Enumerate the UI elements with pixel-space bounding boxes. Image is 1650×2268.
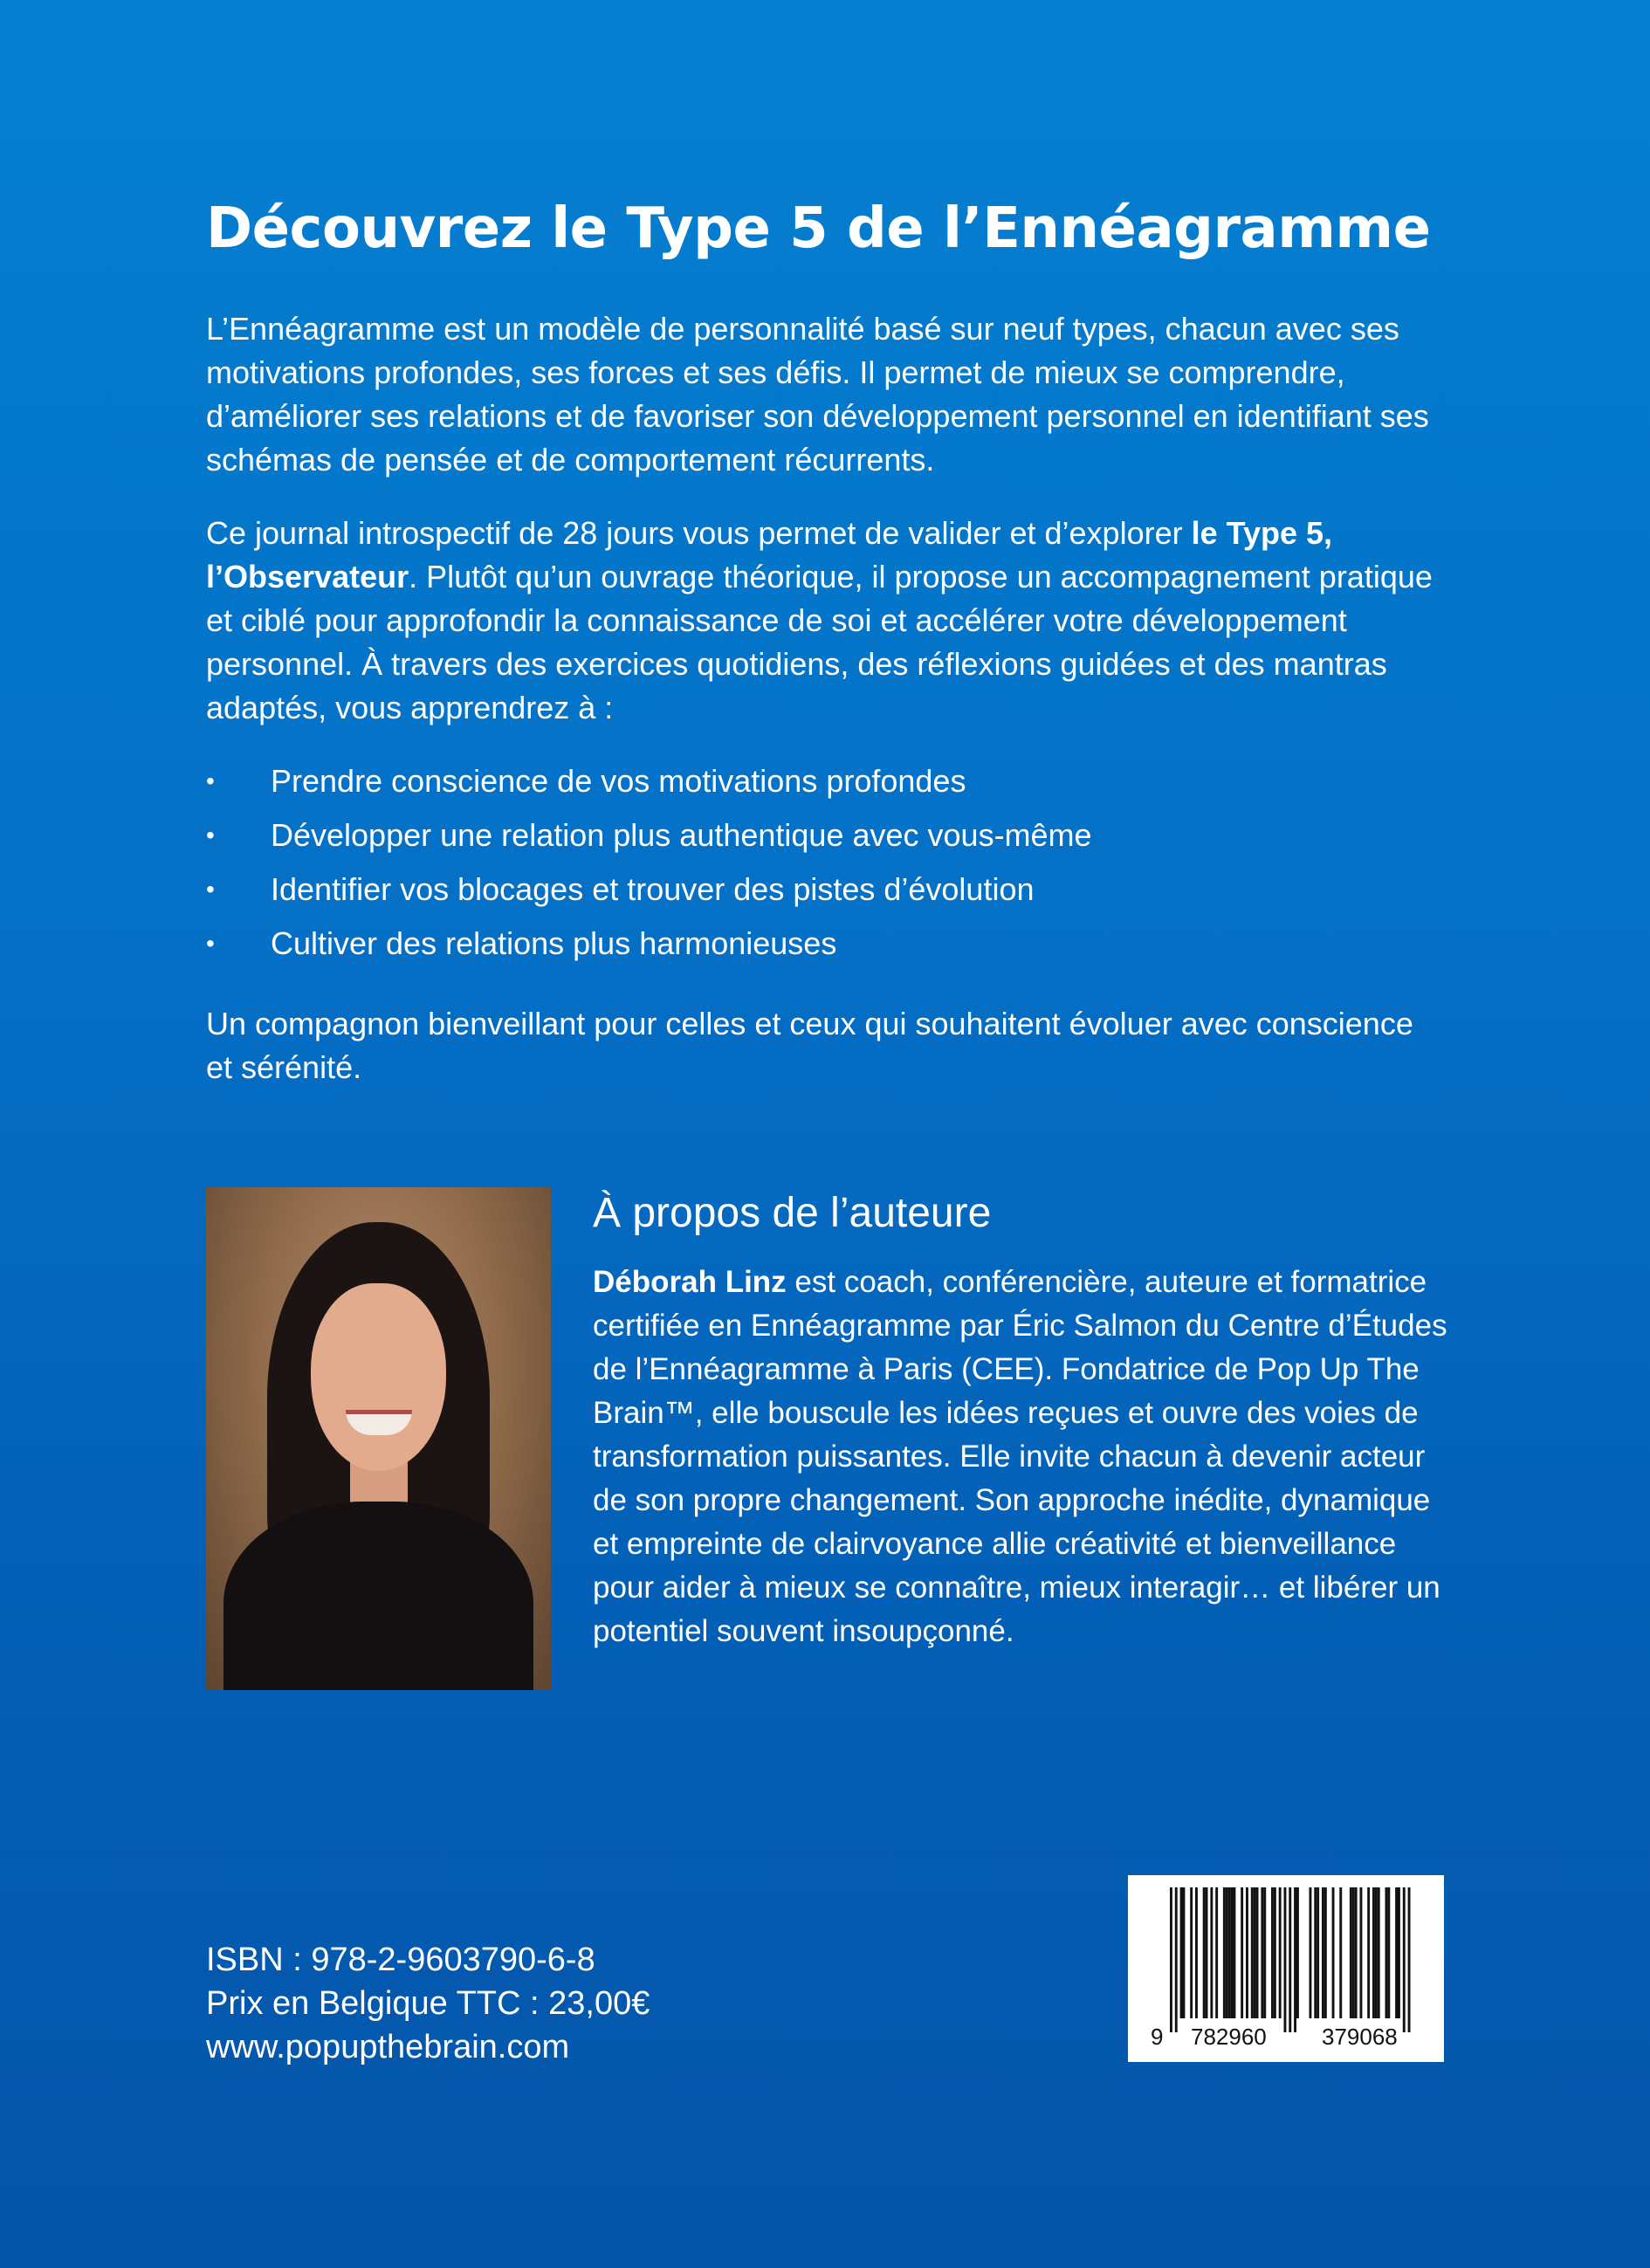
bullet-icon: • <box>206 930 215 957</box>
list-item-text: Cultiver des relations plus harmonieuses <box>271 925 837 961</box>
barcode-bar <box>1234 1887 1236 2018</box>
barcode-digits <box>1128 2024 1444 2055</box>
photo-clothing <box>223 1502 533 1690</box>
barcode-bar <box>1352 1887 1355 2018</box>
author-text <box>593 1187 1463 1690</box>
barcode-bar <box>1195 1887 1198 2018</box>
list-item <box>206 922 1463 966</box>
barcode-bar <box>1314 1887 1317 2018</box>
barcode-bar <box>1339 1887 1342 2018</box>
barcode-bar <box>1263 1887 1266 2018</box>
barcode-left-group: 782960 <box>1191 2024 1267 2050</box>
barcode-bar <box>1378 1887 1380 2018</box>
barcode-bar <box>1279 1887 1282 2018</box>
barcode-bar <box>1350 1887 1352 2018</box>
closing-paragraph: Un compagnon bienveillant pour celles et ceux qui souhaitent évoluer avec conscience et sérénité. <box>206 1006 1413 1085</box>
barcode-bar <box>1251 1887 1254 2018</box>
barcode-bar <box>1395 1887 1398 2018</box>
journal-paragraph <box>206 512 1446 730</box>
author-heading: À propos de l’auteure <box>593 1190 992 1236</box>
price-text: Prix en Belgique TTC : 23,00€ <box>206 1985 650 2022</box>
barcode-bar <box>1355 1887 1358 2018</box>
benefits-list <box>206 759 1463 966</box>
barcode-bar <box>1231 1887 1234 2018</box>
isbn-text: ISBN : 978-2-9603790-6-8 <box>206 1942 595 1978</box>
barcode-bar <box>1324 1887 1327 2018</box>
author-bio-text: est coach, conférencière, auteure et formatrice certifiée en Ennéagramme par Éric Salmon du Centre d’Études de l’Ennéagramme à Paris (CEE). Fondatrice de Pop Up The Brain™, elle bouscule les idées reçues et ouvre des voies de transformation puissantes. Elle invite chacun à devenir acteur de son propre changement. Son approche inédite, dynamique et empreinte de clairvoyance allie créativité et bienveillance pour aider à mieux se connaître, mieux interagir… et libérer un potentiel souvent insoupçonné. <box>593 1265 1447 1648</box>
barcode-bar <box>1215 1887 1218 2018</box>
barcode-bar <box>1203 1887 1206 2018</box>
barcode-bar <box>1175 1887 1178 2032</box>
barcode-bar <box>1274 1887 1276 2018</box>
bullet-icon: • <box>206 767 215 794</box>
barcode-right-group: 379068 <box>1322 2024 1398 2050</box>
barcode-bar <box>1360 1887 1363 2018</box>
barcode-bar <box>1254 1887 1256 2018</box>
barcode-bar <box>1296 1887 1299 2018</box>
barcode-bar <box>1294 1887 1296 2032</box>
barcode-bar <box>1228 1887 1231 2018</box>
list-item <box>206 868 1463 911</box>
barcode-bar <box>1403 1887 1406 2032</box>
isbn-barcode <box>1128 1875 1444 2062</box>
list-item <box>206 814 1463 857</box>
barcode-bar <box>1322 1887 1324 2018</box>
bullet-icon: • <box>206 876 215 903</box>
barcode-bar <box>1375 1887 1378 2018</box>
page-title: Découvrez le Type 5 de l’Ennéagramme <box>206 196 1431 261</box>
barcode-bar <box>1310 1887 1312 2018</box>
barcode-bar <box>1226 1887 1228 2018</box>
intro-paragraph: L’Ennéagramme est un modèle de personnalité basé sur neuf types, chacun avec ses motivations profondes, ses forces et ses défis. Il permet de mieux se comprendre, d’améliorer ses relations et de favoriser son développement personnel en identifiant ses schémas de pensée et de comportement récurrents. <box>206 311 1429 478</box>
barcode-bar <box>1256 1887 1259 2018</box>
barcode-bar <box>1284 1887 1287 2032</box>
barcode-bar <box>1408 1887 1411 2032</box>
barcode-bar <box>1241 1887 1243 2018</box>
publication-info <box>206 1938 650 2069</box>
barcode-bar <box>1372 1887 1375 2018</box>
author-name: Déborah Linz <box>593 1265 787 1299</box>
barcode-bar <box>1190 1887 1193 2018</box>
barcode-bar <box>1289 1887 1291 2032</box>
barcode-bars <box>1128 1875 1444 2032</box>
barcode-bar <box>1398 1887 1400 2018</box>
list-item-text: Identifier vos blocages et trouver des pistes d’évolution <box>271 871 1035 907</box>
back-cover-content <box>206 192 1463 1119</box>
barcode-bar <box>1206 1887 1208 2018</box>
barcode-bar <box>1180 1887 1183 2018</box>
barcode-bar <box>1210 1887 1213 2018</box>
barcode-bar <box>1183 1887 1186 2018</box>
photo-face <box>311 1283 446 1471</box>
author-bio <box>593 1261 1463 1653</box>
journal-type-highlight: le Type 5, l’Observateur <box>206 515 1332 594</box>
barcode-bar <box>1271 1887 1274 2018</box>
barcode-bar <box>1261 1887 1263 2018</box>
website-text: www.popupthebrain.com <box>206 2029 570 2065</box>
list-item-text: Prendre conscience de vos motivations profondes <box>271 763 966 799</box>
barcode-bar <box>1387 1887 1390 2018</box>
barcode-bar <box>1223 1887 1226 2018</box>
list-item-text: Développer une relation plus authentique avec vous-même <box>271 817 1092 853</box>
barcode-bar <box>1170 1887 1172 2032</box>
list-item <box>206 759 1463 803</box>
journal-text-after: . Plutôt qu’un ouvrage théorique, il propose un accompagnement pratique et ciblé pour approfondir la connaissance de soi et accélérer votre développement personnel. À travers des exercices quotidiens, des réflexions guidées et des mantras adaptés, vous apprendrez à : <box>206 559 1433 725</box>
bullet-icon: • <box>206 821 215 849</box>
barcode-first-digit: 9 <box>1151 2024 1164 2050</box>
barcode-bar <box>1246 1887 1248 2018</box>
author-section <box>206 1187 1463 1690</box>
barcode-bar <box>1385 1887 1388 2018</box>
journal-text-before: Ce journal introspectif de 28 jours vous permet de valider et d’explorer <box>206 515 1192 551</box>
barcode-bar <box>1317 1887 1319 2018</box>
author-photo <box>206 1187 551 1690</box>
barcode-bar <box>1332 1887 1335 2018</box>
barcode-bar <box>1367 1887 1370 2018</box>
